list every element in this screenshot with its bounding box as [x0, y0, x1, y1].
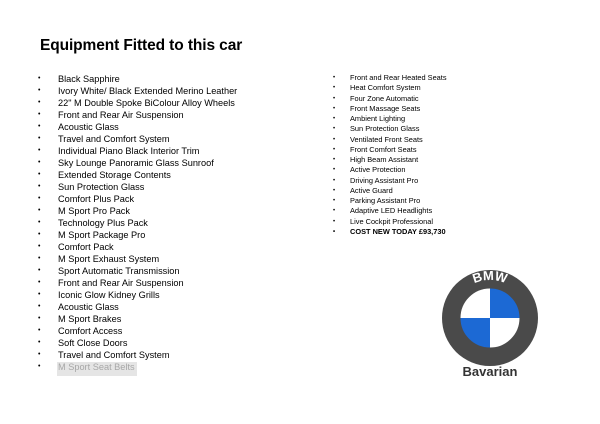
left-item-label: Individual Piano Black Interior Trim	[58, 146, 200, 156]
bullet-icon: •	[38, 111, 41, 118]
left-item	[36, 349, 237, 361]
bullet-icon: •	[333, 218, 336, 225]
bullet-icon: •	[333, 105, 336, 112]
left-item-label: Comfort Pack	[58, 242, 114, 252]
bullet-icon: •	[38, 279, 41, 286]
left-item-label: Soft Close Doors	[58, 338, 128, 348]
right-item-label: Adaptive LED Headlights	[350, 206, 433, 216]
left-item-label: M Sport Package Pro	[58, 230, 146, 240]
left-item	[36, 157, 237, 169]
left-item-label: Front and Rear Air Suspension	[58, 278, 184, 288]
left-item-label: 22" M Double Spoke BiColour Alloy Wheels	[58, 98, 235, 108]
left-item-label: Sport Automatic Transmission	[58, 266, 180, 276]
left-item	[36, 145, 237, 157]
bullet-icon: •	[38, 135, 41, 142]
left-item	[36, 73, 237, 85]
bullet-icon: •	[38, 351, 41, 358]
bullet-icon: •	[333, 167, 336, 174]
right-item-label: COST NEW TODAY £93,730	[350, 226, 446, 236]
bullet-icon: •	[333, 95, 336, 102]
bullet-icon: •	[333, 187, 336, 194]
bullet-icon: •	[333, 75, 336, 81]
equipment-list-left	[36, 73, 237, 373]
bullet-icon: •	[333, 177, 336, 184]
left-item-label: M Sport Brakes	[58, 314, 122, 324]
bullet-icon: •	[333, 157, 336, 163]
bullet-icon: •	[38, 159, 41, 166]
right-item	[330, 176, 447, 186]
left-item	[36, 277, 237, 289]
left-item	[36, 109, 237, 121]
right-item	[330, 94, 447, 104]
right-item-label: Front Comfort Seats	[350, 144, 417, 154]
left-item	[36, 301, 237, 313]
bullet-icon: •	[38, 99, 41, 106]
left-item-label: Travel and Comfort System	[58, 134, 170, 144]
bullet-icon: •	[38, 147, 41, 154]
left-item	[36, 181, 237, 193]
left-item-label: Acoustic Glass	[58, 122, 119, 132]
right-item-label: Active Guard	[350, 185, 393, 195]
bullet-icon: •	[38, 123, 41, 130]
left-item	[36, 229, 237, 241]
right-item	[330, 135, 447, 145]
bullet-icon: •	[333, 208, 336, 215]
left-item	[36, 121, 237, 133]
bullet-icon: •	[333, 146, 336, 153]
left-item-label: Iconic Glow Kidney Grills	[58, 290, 160, 300]
right-item-label: Ambient Lighting	[350, 114, 406, 123]
right-item-label: Front and Rear Heated Seats	[350, 73, 447, 82]
left-item	[36, 97, 237, 109]
left-item	[36, 265, 237, 277]
bullet-icon: •	[38, 75, 41, 82]
bullet-icon: •	[38, 171, 41, 178]
left-item-label: Sky Lounge Panoramic Glass Sunroof	[58, 158, 214, 168]
bullet-icon: •	[38, 87, 41, 94]
left-item-label: M Sport Pro Pack	[58, 206, 130, 216]
left-item-label: Front and Rear Air Suspension	[58, 110, 184, 120]
right-item	[330, 186, 447, 196]
bullet-icon: •	[38, 243, 41, 250]
bullet-icon: •	[38, 315, 41, 322]
left-item-label: Ivory White/ Black Extended Merino Leather	[58, 86, 238, 96]
left-item-label: Extended Storage Contents	[58, 170, 171, 180]
right-item-label: High Beam Assistant	[350, 155, 419, 164]
right-item-label: Heat Comfort System	[350, 83, 421, 93]
bullet-icon: •	[38, 255, 41, 262]
bullet-icon: •	[38, 327, 41, 334]
bullet-icon: •	[38, 291, 41, 298]
bullet-icon: •	[38, 363, 41, 370]
right-item	[330, 73, 447, 83]
left-item-label: Black Sapphire	[58, 74, 120, 84]
bullet-icon: •	[38, 339, 41, 346]
right-item-label: Four Zone Automatic	[350, 93, 419, 103]
left-item	[36, 205, 237, 217]
page-title: Equipment Fitted to this car	[40, 37, 243, 54]
bullet-icon: •	[333, 228, 336, 235]
right-item-label: Ventilated Front Seats	[350, 134, 423, 144]
right-item	[330, 196, 447, 206]
equipment-list-right	[330, 73, 447, 237]
bullet-icon: •	[38, 195, 41, 202]
right-item	[330, 114, 447, 124]
left-item	[36, 337, 237, 349]
bmw-logo	[440, 268, 540, 368]
left-item	[36, 133, 237, 145]
bullet-icon: •	[38, 267, 41, 274]
left-item	[36, 169, 237, 181]
left-item	[36, 217, 237, 229]
right-item-label: Sun Protection Glass	[350, 124, 420, 134]
right-item-label: Active Protection	[350, 165, 406, 175]
bullet-icon: •	[38, 219, 41, 226]
left-item-label: Acoustic Glass	[58, 302, 119, 312]
left-item	[36, 241, 237, 253]
bullet-icon: •	[333, 85, 336, 92]
left-item	[36, 289, 237, 301]
right-item-label: Driving Assistant Pro	[350, 175, 419, 185]
bullet-icon: •	[333, 198, 336, 204]
left-item	[36, 253, 237, 265]
right-item-label: Live Cockpit Professional	[350, 216, 433, 226]
left-item-label: M Sport Exhaust System	[58, 254, 160, 264]
bullet-icon: •	[38, 231, 41, 238]
watermark-overlay	[57, 362, 137, 376]
bullet-icon: •	[38, 183, 41, 190]
left-item-label: Sun Protection Glass	[58, 182, 145, 192]
right-item	[330, 104, 447, 114]
right-item	[330, 124, 447, 134]
right-item	[330, 227, 447, 237]
right-item	[330, 145, 447, 155]
right-item-label: Front Massage Seats	[350, 103, 421, 113]
bullet-icon: •	[38, 303, 41, 310]
right-item	[330, 206, 447, 216]
bullet-icon: •	[333, 126, 336, 133]
bullet-icon: •	[333, 136, 336, 143]
right-item	[330, 217, 447, 227]
left-item-label: Comfort Plus Pack	[58, 194, 135, 204]
bullet-icon: •	[333, 116, 336, 122]
logo-caption: Bavarian	[462, 364, 518, 379]
right-item-label: Parking Assistant Pro	[350, 196, 421, 205]
left-item-label: Technology Plus Pack	[58, 218, 148, 228]
left-item	[36, 193, 237, 205]
left-item	[36, 85, 237, 97]
left-item	[36, 325, 237, 337]
bullet-icon: •	[38, 207, 41, 214]
left-item	[36, 313, 237, 325]
right-item	[330, 165, 447, 175]
left-item-label: Comfort Access	[58, 326, 123, 336]
left-item-label: Travel and Comfort System	[58, 350, 170, 360]
right-item	[330, 155, 447, 165]
logo-brand-text: BMW	[470, 268, 510, 287]
right-item	[330, 83, 447, 93]
